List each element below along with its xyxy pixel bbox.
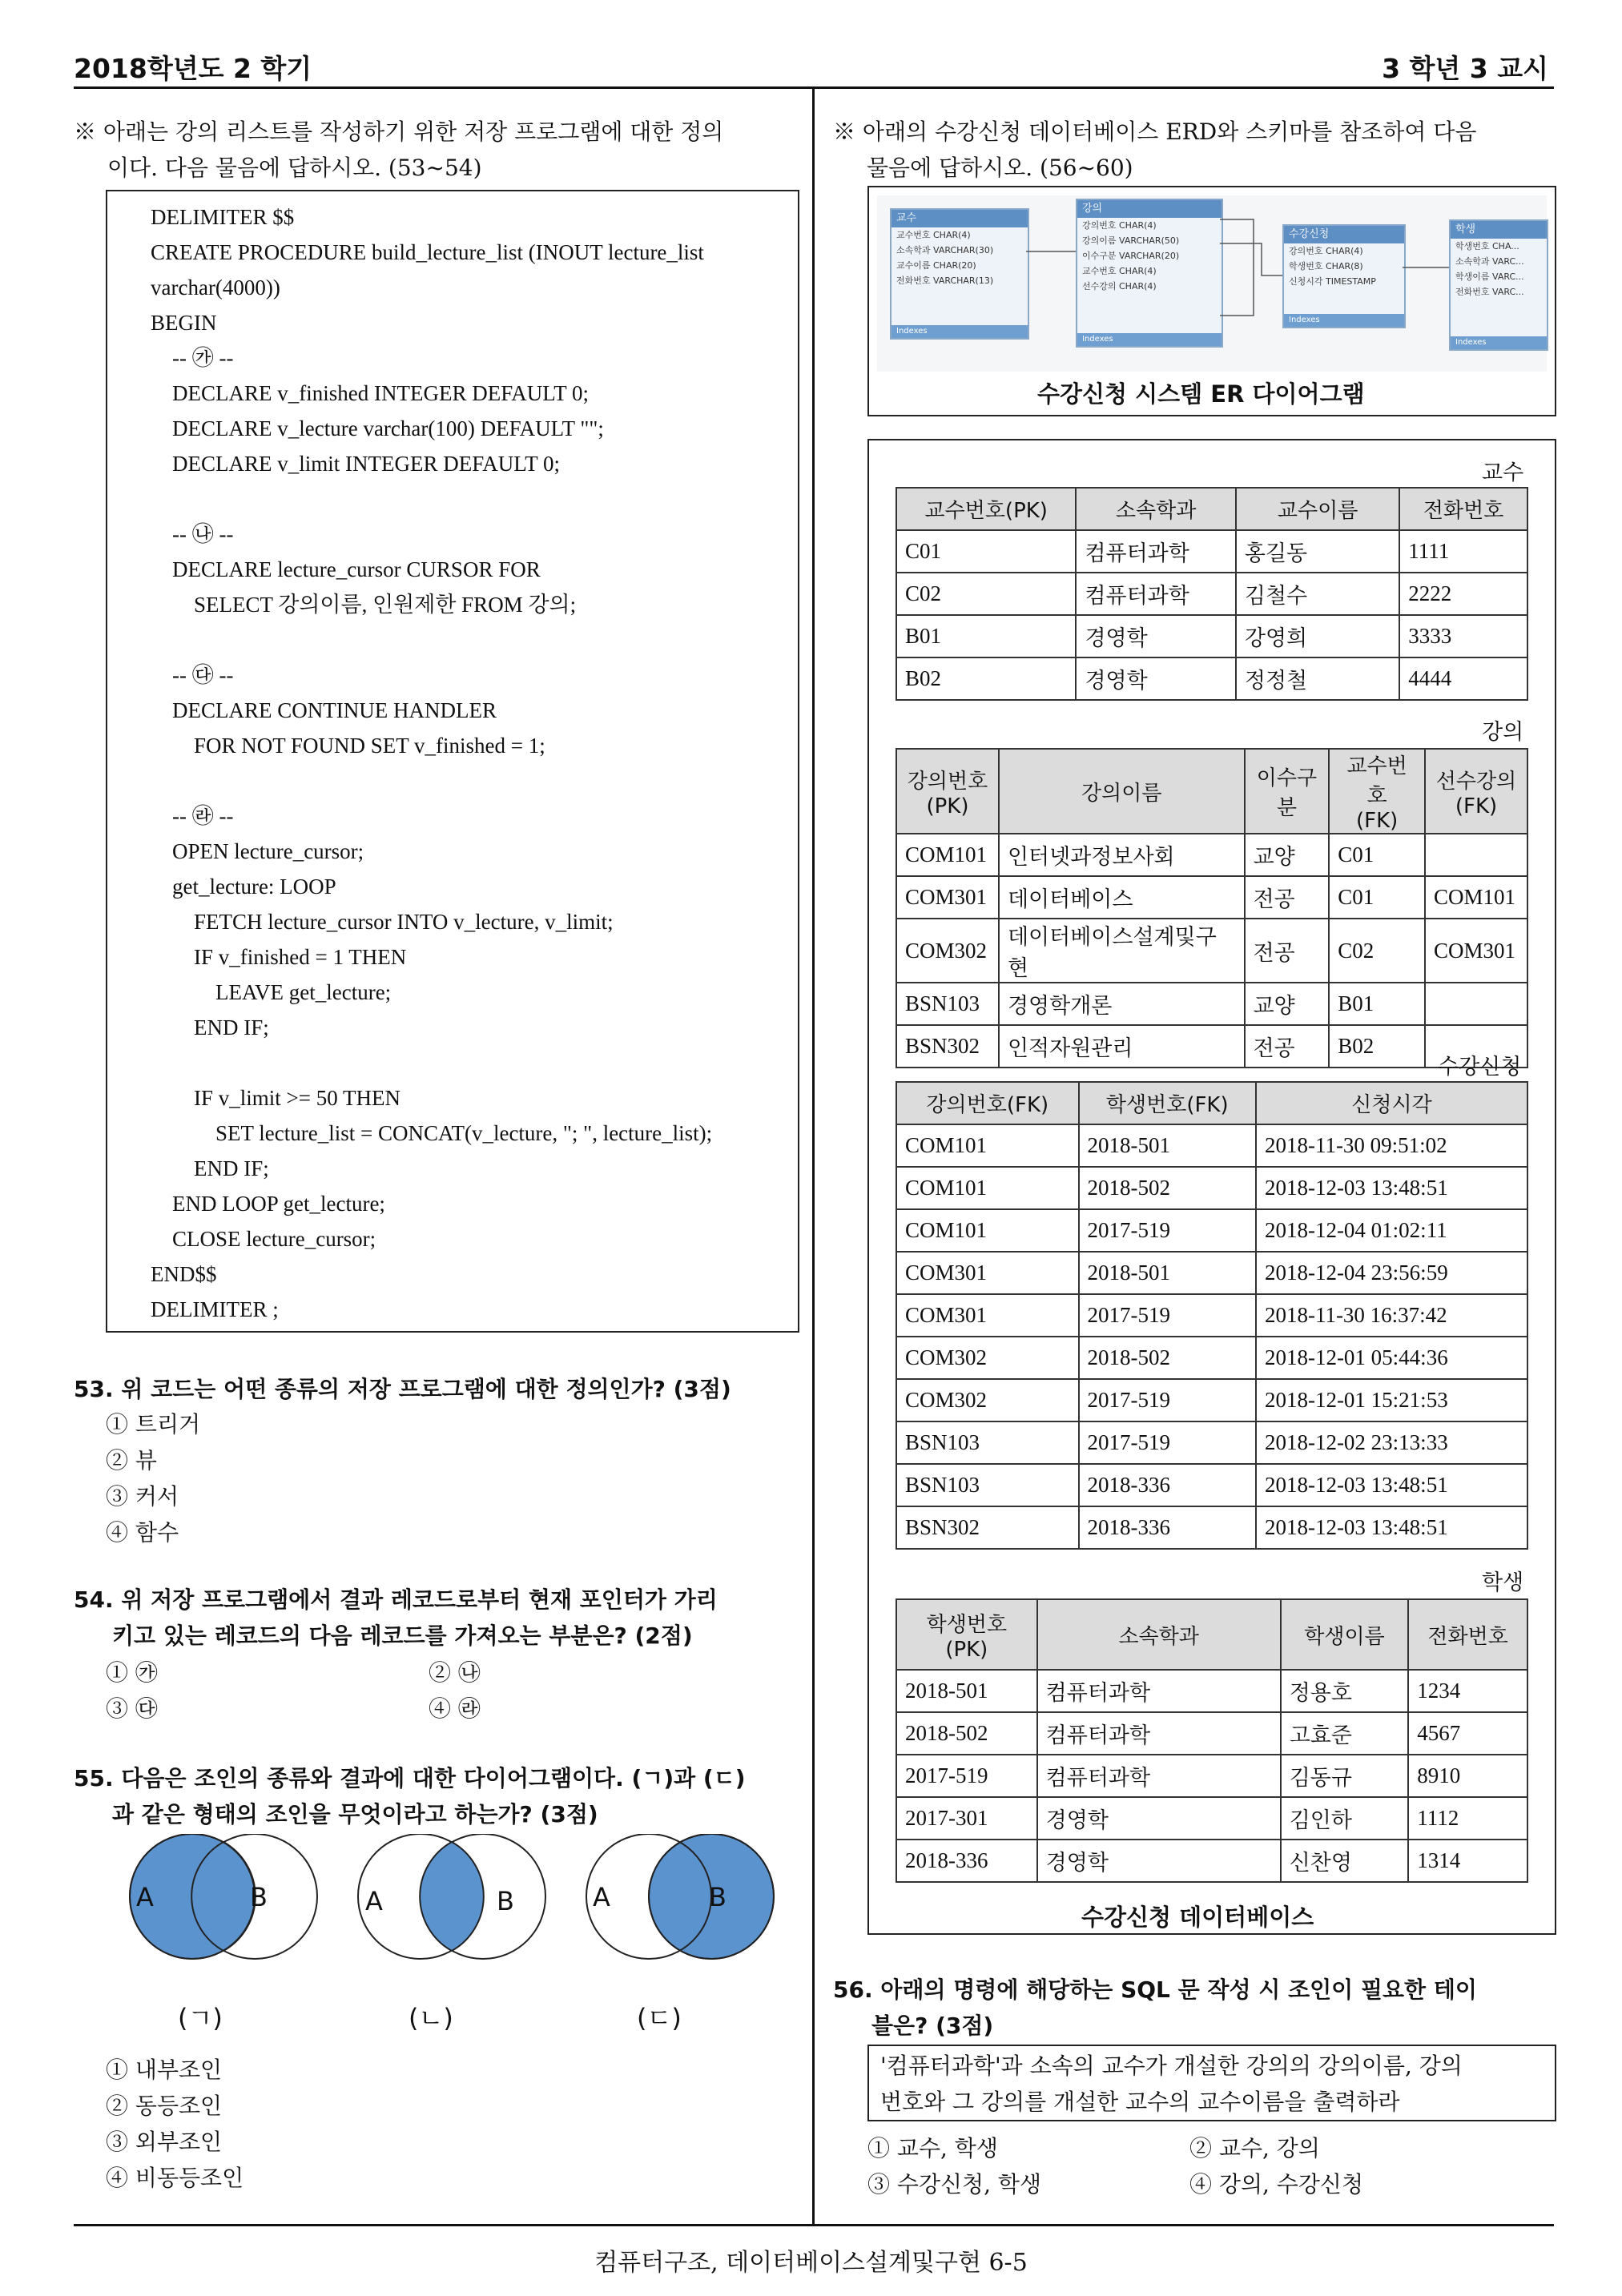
- column-divider: [812, 88, 815, 2224]
- erd-field: 강의번호 CHAR(4): [1082, 220, 1157, 231]
- venn2-b: B: [497, 1886, 514, 1916]
- table-cell: 2018-12-02 23:13:33: [1256, 1421, 1527, 1464]
- header-line: (FK): [1455, 794, 1498, 818]
- table-cell: BSN103: [896, 1421, 1079, 1464]
- column-header: [1281, 1599, 1409, 1670]
- erd-entity-title: 수강신청: [1284, 226, 1404, 243]
- table-cell: 2018-11-30 09:51:02: [1256, 1124, 1527, 1167]
- code-line: END IF;: [151, 1156, 269, 1180]
- column-header: 소속학과: [1076, 488, 1235, 530]
- table-cell: 2018-11-30 16:37:42: [1256, 1294, 1527, 1337]
- table-cell: COM101: [896, 834, 999, 876]
- table-cell: 2017-519: [896, 1755, 1037, 1797]
- table-cell: 경영학: [1037, 1840, 1281, 1882]
- table-cell: 컴퓨터과학: [1076, 530, 1235, 573]
- table-cell: B02: [1329, 1025, 1425, 1068]
- table-cell: 정정철: [1236, 657, 1399, 700]
- code-line: FOR NOT FOUND SET v_finished = 1;: [151, 734, 545, 758]
- q55-options: [106, 2052, 244, 2196]
- code-line: get_lecture: LOOP: [151, 875, 336, 899]
- table-cell: 2017-519: [1079, 1379, 1256, 1421]
- q56-option-1[interactable]: ① 교수, 학생: [867, 2135, 998, 2161]
- table-cell: 경영학: [1076, 657, 1235, 700]
- erd-entity-title: 강의: [1077, 200, 1222, 218]
- column-header: [1329, 749, 1425, 834]
- code-line: -- ㉮ --: [151, 346, 234, 370]
- table-cell: 전공: [1245, 1025, 1330, 1068]
- erd-relationships: [877, 195, 1547, 372]
- db-caption: 수강신청 데이터베이스: [1081, 1904, 1314, 1931]
- table-cell: 2018-12-04 23:56:59: [1256, 1252, 1527, 1294]
- table-cell: 1111: [1399, 530, 1527, 573]
- table-cell: 고효준: [1281, 1712, 1409, 1755]
- code-line: DELIMITER ;: [151, 1297, 279, 1321]
- code-line: [107, 481, 798, 517]
- question-line: 블은? (3점): [871, 2013, 994, 2039]
- header-line: 교수번호: [1346, 754, 1407, 808]
- erd-field: 교수번호 CHAR(4): [896, 230, 971, 240]
- question-line: 54. 위 저장 프로그램에서 결과 레코드로부터 현재 포인터가 가리: [74, 1586, 718, 1613]
- table-cell: 김인하: [1281, 1797, 1409, 1840]
- table-row: [896, 615, 1527, 657]
- table-cell: 경영학: [1076, 615, 1235, 657]
- option[interactable]: ③ 외부조인: [106, 2129, 223, 2155]
- table-label-enroll: 수강신청: [1438, 1055, 1522, 1080]
- table-cell: 2017-519: [1079, 1209, 1256, 1252]
- code-line: IF v_limit >= 50 THEN: [151, 1086, 400, 1110]
- q54-option-2[interactable]: ② ㉯: [429, 1659, 481, 1686]
- code-line: [107, 763, 798, 798]
- q56-option-4[interactable]: ④ 강의, 수강신청: [1189, 2171, 1363, 2197]
- table-row: [896, 1840, 1527, 1882]
- header-line: 학생번호: [926, 1612, 1008, 1637]
- table-row: [896, 983, 1527, 1025]
- question-53: 53. 위 코드는 어떤 종류의 저장 프로그램에 대한 정의인가? (3점): [74, 1376, 731, 1402]
- table-student: [896, 1598, 1528, 1883]
- code-line: DECLARE CONTINUE HANDLER: [151, 698, 497, 722]
- column-header: 전화번호: [1399, 488, 1527, 530]
- table-cell: 2018-501: [1079, 1252, 1256, 1294]
- q54-option-3[interactable]: ③ ㉰: [106, 1695, 158, 1722]
- table-cell: 2017-301: [896, 1797, 1037, 1840]
- table-cell: 8910: [1408, 1755, 1527, 1797]
- option[interactable]: ④ 비동등조인: [106, 2165, 244, 2191]
- table-cell: 2018-336: [1079, 1464, 1256, 1506]
- erd-field: 이수구분 VARCHAR(20): [1082, 251, 1180, 261]
- table-cell: COM101: [896, 1167, 1079, 1209]
- table-row: [896, 919, 1527, 983]
- table-cell: 교양: [1245, 834, 1330, 876]
- q54-option-4[interactable]: ④ ㉱: [429, 1695, 481, 1722]
- code-line: END$$: [151, 1262, 217, 1286]
- table-cell: 정용호: [1281, 1670, 1409, 1712]
- table-row: [896, 1379, 1527, 1421]
- table-row: [896, 1252, 1527, 1294]
- table-cell: 2018-501: [896, 1670, 1037, 1712]
- question-line: 과 같은 형태의 조인을 무엇이라고 하는가? (3점): [112, 1801, 598, 1828]
- code-line: [107, 622, 798, 657]
- column-header: [896, 749, 999, 834]
- column-header: 신청시각: [1256, 1082, 1527, 1124]
- code-line: END LOOP get_lecture;: [151, 1192, 385, 1216]
- option[interactable]: ① 트리거: [106, 1411, 201, 1438]
- column-header: 강의번호(FK): [896, 1082, 1079, 1124]
- table-cell: 컴퓨터과학: [1037, 1755, 1281, 1797]
- code-line: DECLARE v_limit INTEGER DEFAULT 0;: [151, 452, 560, 476]
- table-cell: C01: [1329, 876, 1425, 919]
- q54-option-1[interactable]: ① ㉮: [106, 1659, 158, 1686]
- table-cell: BSN302: [896, 1506, 1079, 1549]
- erd-entity-title: 학생: [1451, 221, 1547, 239]
- exam-term: 2018학년도 2 학기: [74, 53, 312, 84]
- erd-indexes: Indexes: [1077, 333, 1222, 346]
- table-cell: 전공: [1245, 919, 1330, 983]
- table-label-lecture: 강의: [1482, 720, 1524, 745]
- table-cell: C01: [1329, 834, 1425, 876]
- page-footer: 컴퓨터구조, 데이터베이스설계및구현 6-5: [594, 2249, 1028, 2277]
- table-cell: 2018-12-03 13:48:51: [1256, 1167, 1527, 1209]
- erd-field: 전화번호 VARCHAR(13): [896, 275, 994, 286]
- table-cell: 강영희: [1236, 615, 1399, 657]
- table-cell: BSN103: [896, 983, 999, 1025]
- question-54: [74, 1582, 718, 1654]
- code-line: LEAVE get_lecture;: [151, 980, 392, 1004]
- left-intro: [74, 114, 803, 186]
- table-cell: COM301: [896, 1252, 1079, 1294]
- erd-caption: 수강신청 시스템 ER 다이어그램: [1037, 380, 1365, 408]
- table-cell: 1234: [1408, 1670, 1527, 1712]
- header-line: 선수강의: [1435, 769, 1517, 794]
- table-professor: [896, 487, 1528, 701]
- table-cell: COM301: [1425, 919, 1527, 983]
- erd-field: 학생번호 CHA...: [1455, 241, 1519, 251]
- table-cell: 2018-12-01 15:21:53: [1256, 1379, 1527, 1421]
- column-header: [999, 749, 1245, 834]
- venn3-caption: (ㄷ): [637, 2003, 682, 2033]
- table-cell: 2018-12-01 05:44:36: [1256, 1337, 1527, 1379]
- table-row: [896, 657, 1527, 700]
- table-label-professor: 교수: [1482, 460, 1524, 485]
- table-lecture: [896, 748, 1528, 1068]
- table-cell: 교양: [1245, 983, 1330, 1025]
- column-header: 학생번호(FK): [1079, 1082, 1256, 1124]
- table-row: [896, 1797, 1527, 1840]
- table-cell: 데이터베이스: [999, 876, 1245, 919]
- table-row: [896, 1124, 1527, 1167]
- code-line: DECLARE lecture_cursor CURSOR FOR: [151, 557, 541, 581]
- erd-field: 전화번호 VARC...: [1455, 287, 1524, 297]
- header-line: 학생이름: [1304, 1624, 1385, 1649]
- table-cell: 3333: [1399, 615, 1527, 657]
- question-line: 56. 아래의 명령에 해당하는 SQL 문 작성 시 조인이 필요한 테이: [833, 1976, 1477, 2003]
- table-row: [896, 573, 1527, 615]
- option[interactable]: ④ 함수: [106, 1519, 179, 1546]
- table-cell: 인터넷과정보사회: [999, 834, 1245, 876]
- intro-line: 이다. 다음 물음에 답하시오. (53~54): [107, 155, 482, 181]
- table-row: [896, 1712, 1527, 1755]
- option[interactable]: ② 동등조인: [106, 2093, 223, 2119]
- table-cell: 4444: [1399, 657, 1527, 700]
- table-cell: 2018-12-03 13:48:51: [1256, 1464, 1527, 1506]
- join-venn-diagrams: [104, 1834, 777, 1978]
- right-intro: [833, 114, 1562, 186]
- code-line: varchar(4000)): [151, 275, 280, 300]
- table-cell: 1112: [1408, 1797, 1527, 1840]
- venn-right-join: [586, 1834, 774, 1959]
- table-cell: COM302: [896, 1337, 1079, 1379]
- instruction-line: 번호와 그 강의를 개설한 교수의 교수이름을 출력하라: [880, 2089, 1400, 2115]
- erd-field: 강의이름 VARCHAR(50): [1082, 235, 1180, 246]
- table-cell: B01: [896, 615, 1076, 657]
- column-header: 교수이름: [1236, 488, 1399, 530]
- table-cell: C02: [896, 573, 1076, 615]
- code-line: OPEN lecture_cursor;: [151, 839, 364, 863]
- table-cell: COM301: [896, 1294, 1079, 1337]
- erd-field: 소속학과 VARCHAR(30): [896, 245, 994, 255]
- question-56: [833, 1972, 1477, 2044]
- table-cell: COM301: [896, 876, 999, 919]
- table-cell: 2018-501: [1079, 1124, 1256, 1167]
- column-header: [1037, 1599, 1281, 1670]
- table-cell: 2018-502: [1079, 1337, 1256, 1379]
- erd-entity-title: 교수: [891, 210, 1028, 227]
- code-line: CREATE PROCEDURE build_lecture_list (INOUT lecture_list: [151, 240, 704, 264]
- code-line: BEGIN: [151, 311, 217, 335]
- table-cell: 컴퓨터과학: [1076, 573, 1235, 615]
- table-cell: 2018-502: [896, 1712, 1037, 1755]
- erd-indexes: Indexes: [1451, 336, 1547, 349]
- code-line: [107, 1045, 798, 1080]
- erd-field: 선수강의 CHAR(4): [1082, 281, 1157, 292]
- column-header: [896, 1599, 1037, 1670]
- q56-option-3[interactable]: ③ 수강신청, 학생: [867, 2171, 1041, 2197]
- table-enroll: [896, 1081, 1528, 1550]
- q53-options: [106, 1406, 200, 1550]
- header-line: (PK): [926, 794, 969, 818]
- code-line: -- ㉰ --: [151, 663, 234, 687]
- table-row: [896, 1755, 1527, 1797]
- venn3-b: B: [709, 1882, 726, 1912]
- header-line: 전화번호: [1427, 1624, 1508, 1649]
- table-row: [896, 1209, 1527, 1252]
- erd-indexes: Indexes: [1284, 314, 1404, 327]
- instruction-line: '컴퓨터과학'과 소속의 교수가 개설한 강의의 강의이름, 강의: [880, 2053, 1463, 2079]
- header-line: 강의이름: [1081, 781, 1162, 806]
- code-line: DELIMITER $$: [151, 205, 295, 229]
- erd-field: 소속학과 VARC...: [1455, 256, 1524, 267]
- erd-field: 강의번호 CHAR(4): [1289, 246, 1363, 256]
- table-cell: C01: [896, 530, 1076, 573]
- table-row: [896, 1506, 1527, 1549]
- table-row: [896, 1025, 1527, 1068]
- column-header: [1245, 749, 1330, 834]
- question-line: 55. 다음은 조인의 종류와 결과에 대한 다이어그램이다. (ㄱ)과 (ㄷ): [74, 1765, 746, 1791]
- table-cell: 2018-12-03 13:48:51: [1256, 1506, 1527, 1549]
- table-cell: 전공: [1245, 876, 1330, 919]
- column-header: [1425, 749, 1527, 834]
- table-cell: 경영학개론: [999, 983, 1245, 1025]
- venn2-a: A: [365, 1886, 383, 1916]
- table-cell: 신찬영: [1281, 1840, 1409, 1882]
- table-row: [896, 1464, 1527, 1506]
- table-cell: COM101: [896, 1124, 1079, 1167]
- table-row: [896, 1294, 1527, 1337]
- table-cell: 김동규: [1281, 1755, 1409, 1797]
- table-cell: 2222: [1399, 573, 1527, 615]
- table-row: [896, 530, 1527, 573]
- column-header: [1408, 1599, 1527, 1670]
- table-cell: 4567: [1408, 1712, 1527, 1755]
- table-cell: 2017-519: [1079, 1294, 1256, 1337]
- grade-period: 3 학년 3 교시: [1382, 53, 1548, 84]
- table-cell: COM101: [1425, 876, 1527, 919]
- table-cell: 경영학: [1037, 1797, 1281, 1840]
- venn-left-join: [130, 1834, 317, 1959]
- table-cell: 2018-336: [1079, 1506, 1256, 1549]
- table-cell: 컴퓨터과학: [1037, 1670, 1281, 1712]
- erd-indexes: Indexes: [891, 325, 1028, 338]
- header-line: 강의번호: [907, 769, 988, 794]
- q56-option-2[interactable]: ② 교수, 강의: [1189, 2135, 1320, 2161]
- table-cell: BSN103: [896, 1464, 1079, 1506]
- intro-line: ※ 아래의 수강신청 데이터베이스 ERD와 스키마를 참조하여 다음: [833, 119, 1477, 145]
- code-line: CLOSE lecture_cursor;: [151, 1227, 376, 1251]
- venn-inner-join: [358, 1834, 545, 1959]
- venn1-caption: (ㄱ): [178, 2003, 223, 2033]
- table-label-student: 학생: [1482, 1570, 1524, 1595]
- erd-field: 교수이름 CHAR(20): [896, 260, 976, 271]
- header-line: 이수구분: [1256, 766, 1318, 820]
- table-cell: BSN302: [896, 1025, 999, 1068]
- table-cell: 1314: [1408, 1840, 1527, 1882]
- header-line: 소속학과: [1118, 1624, 1199, 1649]
- erd-frame: [867, 186, 1556, 416]
- code-line: -- ㉯ --: [151, 522, 234, 546]
- erd-field: 신청시각 TIMESTAMP: [1289, 276, 1376, 287]
- code-line: -- ㉱ --: [151, 804, 234, 828]
- table-row: [896, 1670, 1527, 1712]
- question-55: [74, 1760, 746, 1832]
- table-cell: 2018-12-04 01:02:11: [1256, 1209, 1527, 1252]
- table-cell: [1425, 983, 1527, 1025]
- venn3-a: A: [593, 1882, 610, 1912]
- option[interactable]: ③ 커서: [106, 1483, 179, 1510]
- table-cell: 2018-336: [896, 1840, 1037, 1882]
- table-row: [896, 1167, 1527, 1209]
- intro-line: 물음에 답하시오. (56~60): [867, 155, 1133, 181]
- option[interactable]: ① 내부조인: [106, 2057, 223, 2083]
- table-cell: 김철수: [1236, 573, 1399, 615]
- table-cell: 데이터베이스설계및구현: [999, 919, 1245, 983]
- table-cell: B02: [896, 657, 1076, 700]
- table-cell: B01: [1329, 983, 1425, 1025]
- table-cell: 컴퓨터과학: [1037, 1712, 1281, 1755]
- q56-instruction-box: [867, 2045, 1556, 2121]
- code-line: END IF;: [151, 1015, 269, 1039]
- erd-field: 학생이름 VARC...: [1455, 271, 1524, 282]
- table-row: [896, 876, 1527, 919]
- table-cell: COM302: [896, 919, 999, 983]
- erd-field: 교수번호 CHAR(4): [1082, 266, 1157, 276]
- code-line: FETCH lecture_cursor INTO v_lecture, v_limit;: [151, 910, 614, 934]
- option[interactable]: ② 뷰: [106, 1447, 157, 1474]
- header-line: (FK): [1355, 809, 1399, 833]
- erd-field: 학생번호 CHAR(8): [1289, 261, 1363, 271]
- table-cell: C02: [1329, 919, 1425, 983]
- table-cell: 2017-519: [1079, 1421, 1256, 1464]
- table-cell: 2018-502: [1079, 1167, 1256, 1209]
- table-row: [896, 1421, 1527, 1464]
- table-cell: COM101: [896, 1209, 1079, 1252]
- intro-line: ※ 아래는 강의 리스트를 작성하기 위한 저장 프로그램에 대한 정의: [74, 119, 724, 145]
- footer-rule: [74, 2224, 1554, 2226]
- header-line: (PK): [945, 1637, 988, 1662]
- column-header: 교수번호(PK): [896, 488, 1076, 530]
- table-row: [896, 834, 1527, 876]
- venn1-b: B: [250, 1882, 268, 1912]
- code-line: SELECT 강의이름, 인원제한 FROM 강의;: [151, 593, 577, 617]
- table-cell: 홍길동: [1236, 530, 1399, 573]
- erd-canvas: [877, 195, 1547, 372]
- code-line: DECLARE v_lecture varchar(100) DEFAULT "";: [151, 416, 604, 440]
- code-box: [106, 190, 799, 1333]
- question-line: 키고 있는 레코드의 다음 레코드를 가져오는 부분은? (2점): [112, 1622, 693, 1649]
- code-line: SET lecture_list = CONCAT(v_lecture, "; ", lecture_list);: [151, 1121, 713, 1145]
- table-cell: 인적자원관리: [999, 1025, 1245, 1068]
- venn1-a: A: [136, 1882, 154, 1912]
- table-row: [896, 1337, 1527, 1379]
- code-line: IF v_finished = 1 THEN: [151, 945, 407, 969]
- venn2-caption: (ㄴ): [409, 2003, 453, 2033]
- code-line: DECLARE v_finished INTEGER DEFAULT 0;: [151, 381, 589, 405]
- table-cell: [1425, 834, 1527, 876]
- table-cell: COM302: [896, 1379, 1079, 1421]
